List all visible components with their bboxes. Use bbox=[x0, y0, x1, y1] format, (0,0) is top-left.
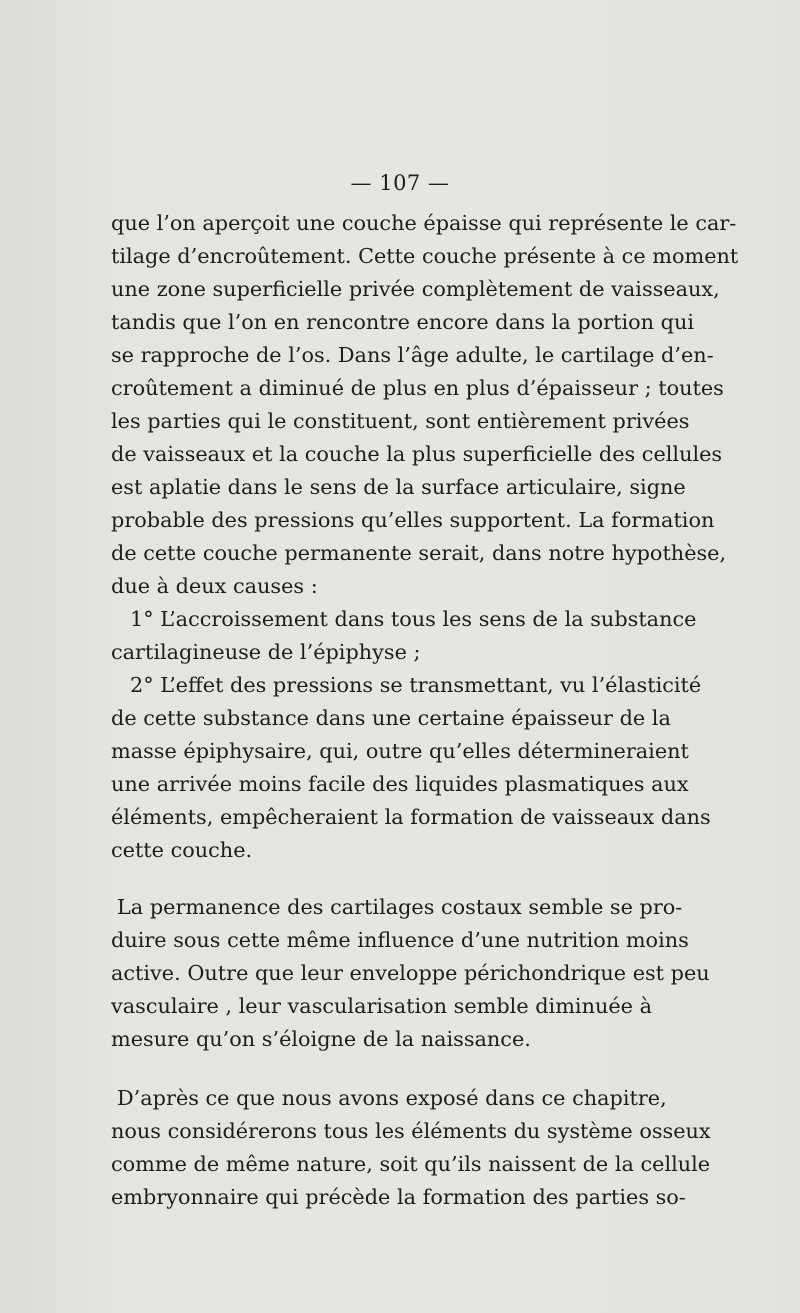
text-line: est aplatie dans le sens de la surface articulaire, signe bbox=[111, 475, 686, 499]
text-line: vasculaire , leur vascularisation semble diminuée à bbox=[111, 994, 652, 1018]
text-line: de cette couche permanente serait, dans notre hypothèse, bbox=[111, 541, 727, 565]
text-line: comme de même nature, soit qu’ils naissent de la cellule bbox=[111, 1152, 711, 1176]
text-line: 2° L’effet des pressions se transmettant, vu l’élasticité bbox=[130, 673, 702, 697]
text-line: de cette substance dans une certaine épaisseur de la bbox=[111, 706, 671, 730]
text-line: se rapproche de l’os. Dans l’âge adulte, le cartilage d’en- bbox=[111, 343, 714, 367]
text-line: cartilagineuse de l’épiphyse ; bbox=[111, 640, 421, 664]
text-line: les parties qui le constituent, sont entièrement privées bbox=[111, 409, 690, 433]
text-line: une zone superficielle privée complètement de vaisseaux, bbox=[111, 277, 720, 301]
text-line: de vaisseaux et la couche la plus superficielle des cellules bbox=[111, 442, 723, 466]
text-line: masse épiphysaire, qui, outre qu’elles détermineraient bbox=[111, 739, 689, 763]
text-line: embryonnaire qui précède la formation des parties so- bbox=[111, 1185, 686, 1209]
text-line: tilage d’encroûtement. Cette couche présente à ce moment bbox=[111, 244, 739, 268]
text-line: La permanence des cartilages costaux semble se pro- bbox=[117, 895, 683, 919]
text-line: une arrivée moins facile des liquides plasmatiques aux bbox=[111, 772, 689, 796]
text-line: active. Outre que leur enveloppe périchondrique est peu bbox=[111, 961, 710, 985]
text-line: que l’on aperçoit une couche épaisse qui représente le car- bbox=[111, 211, 737, 235]
text-line: probable des pressions qu’elles supportent. La formation bbox=[111, 508, 715, 532]
text-line: mesure qu’on s’éloigne de la naissance. bbox=[111, 1027, 531, 1051]
text-line: croûtement a diminué de plus en plus d’épaisseur ; toutes bbox=[111, 376, 724, 400]
text-line: 1° L’accroissement dans tous les sens de la substance bbox=[130, 607, 697, 631]
text-line: nous considérerons tous les éléments du système osseux bbox=[111, 1119, 711, 1143]
page-number: — 107 — bbox=[350, 171, 450, 195]
text-line: due à deux causes : bbox=[111, 574, 318, 598]
text-line: éléments, empêcheraient la formation de vaisseaux dans bbox=[111, 805, 711, 829]
text-line: tandis que l’on en rencontre encore dans la portion qui bbox=[111, 310, 694, 334]
text-line: D’après ce que nous avons exposé dans ce chapitre, bbox=[117, 1086, 667, 1110]
text-line: duire sous cette même influence d’une nutrition moins bbox=[111, 928, 689, 952]
text-line: cette couche. bbox=[111, 838, 253, 862]
